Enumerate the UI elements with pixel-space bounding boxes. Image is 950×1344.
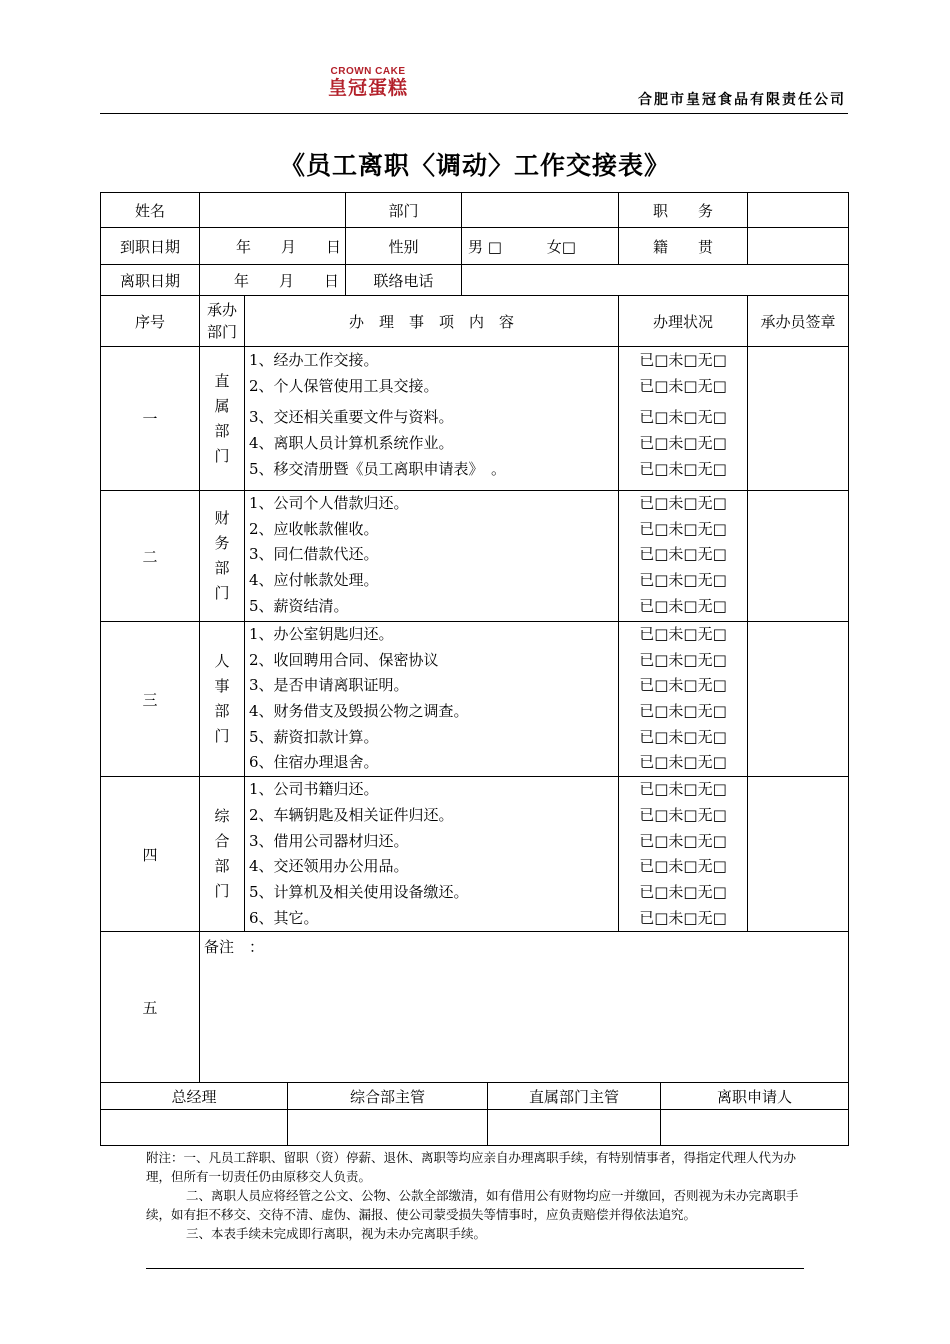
signature-header-row — [101, 1083, 849, 1110]
dept-char: 门 — [214, 727, 230, 746]
list-item: 5、薪资结清。 — [249, 596, 349, 615]
dept-char: 门 — [214, 584, 230, 602]
position-label: 职 务 — [619, 193, 748, 228]
status-options[interactable]: 已□未□无□ — [639, 494, 727, 512]
dept-char: 门 — [214, 882, 230, 901]
list-item: 1、办公室钥匙归还。 — [249, 625, 394, 643]
sign-supervisor-field[interactable] — [488, 1110, 661, 1146]
list-item: 4、应付帐款处理。 — [249, 571, 379, 590]
hire-date-field[interactable]: 年 月 日 — [200, 228, 346, 265]
list-item: 1、经办工作交接。 — [249, 351, 379, 369]
dept-char: 门 — [214, 446, 230, 465]
dept-char: 属 — [214, 396, 230, 415]
sign-applicant-field[interactable] — [661, 1110, 849, 1146]
list-item: 5、移交清册暨《员工离职申请表》 。 — [249, 459, 507, 478]
info-row-3 — [101, 265, 849, 296]
list-item: 5、薪资扣款计算。 — [249, 727, 379, 746]
section-dept — [200, 622, 245, 777]
gender-label: 性别 — [346, 228, 462, 265]
status-options[interactable]: 已□未□无□ — [639, 702, 727, 721]
sign-gm-label: 总经理 — [101, 1083, 288, 1110]
note-3: 三、本表手续未完成即行离职，视为未办完离职手续。 — [186, 1226, 487, 1241]
section-seq: 四 — [101, 777, 200, 932]
remark-label: 备注 ： — [204, 938, 265, 957]
phone-field[interactable] — [462, 265, 849, 296]
dept-char: 部 — [214, 421, 230, 440]
dept-char: 直 — [214, 371, 230, 390]
column-header-row — [101, 296, 849, 347]
name-label: 姓名 — [101, 193, 200, 228]
info-row-2 — [101, 228, 849, 265]
section-items — [245, 777, 619, 932]
section-dept — [200, 491, 245, 622]
section-status — [619, 491, 748, 622]
position-field[interactable] — [748, 193, 849, 228]
status-options[interactable]: 已□未□无□ — [639, 625, 727, 643]
status-options[interactable]: 已□未□无□ — [639, 351, 727, 369]
signature-field-row — [101, 1110, 849, 1146]
col-content: 办 理 事 项 内 容 — [245, 296, 619, 347]
note-2: 二、离职人员应将经管之公文、公物、公款全部缴清，如有借用公有财物均应一并缴回，否则视为未办完离职手续，如有拒不移交、交待不清、虚伪、漏报、使公司蒙受损失等情事时，应负责赔偿并得依法追究。 — [146, 1188, 799, 1222]
col-seq: 序号 — [101, 296, 200, 347]
leave-date-label: 离职日期 — [101, 265, 200, 296]
section-sign-field[interactable] — [748, 491, 849, 622]
gender-male-checkbox[interactable]: 男 □ — [468, 237, 502, 256]
handover-table — [100, 192, 849, 1083]
dept-char: 财 — [214, 509, 230, 527]
status-options[interactable]: 已□未□无□ — [639, 571, 727, 590]
sign-admin-label: 综合部主管 — [288, 1083, 488, 1110]
logo-english: CROWN CAKE — [330, 66, 406, 77]
remark-seq: 五 — [101, 932, 200, 1083]
list-item: 4、财务借支及毁损公物之调查。 — [249, 702, 469, 721]
section-seq: 一 — [101, 347, 200, 491]
list-item: 6、其它。 — [249, 908, 319, 927]
remark-field[interactable] — [200, 932, 849, 1083]
dept-char: 部 — [214, 559, 230, 577]
list-item: 3、借用公司器材归还。 — [249, 831, 409, 850]
section-sign-field[interactable] — [748, 347, 849, 491]
dept-char: 人 — [214, 652, 230, 671]
section-row-4 — [101, 777, 849, 932]
status-options[interactable]: 已□未□无□ — [639, 650, 727, 669]
status-options[interactable]: 已□未□无□ — [639, 519, 727, 538]
section-seq: 三 — [101, 622, 200, 777]
dept-char: 务 — [214, 534, 230, 552]
phone-label: 联络电话 — [346, 265, 462, 296]
sign-applicant-label: 离职申请人 — [661, 1083, 849, 1110]
leave-date-field[interactable]: 年 月 日 — [200, 265, 346, 296]
status-options[interactable]: 已□未□无□ — [639, 408, 727, 427]
list-item: 4、交还领用办公用品。 — [249, 857, 409, 876]
dept-char: 事 — [214, 677, 230, 696]
dept-label: 部门 — [346, 193, 462, 228]
status-options[interactable]: 已□未□无□ — [639, 831, 727, 850]
section-dept — [200, 347, 245, 491]
info-row-1 — [101, 193, 849, 228]
list-item: 3、交还相关重要文件与资料。 — [249, 408, 454, 427]
section-status — [619, 347, 748, 491]
status-options[interactable]: 已□未□无□ — [639, 780, 727, 799]
form-title: 《员工离职〈调动〉工作交接表》 — [279, 151, 670, 180]
dept-char: 部 — [214, 702, 230, 721]
dept-char: 部 — [214, 857, 230, 876]
company-logo — [318, 66, 418, 99]
dept-char: 合 — [214, 832, 230, 851]
hire-date-label: 到职日期 — [101, 228, 200, 265]
dept-field[interactable] — [462, 193, 619, 228]
status-options[interactable]: 已□未□无□ — [639, 676, 727, 695]
status-options[interactable]: 已□未□无□ — [639, 805, 727, 824]
section-sign-field[interactable] — [748, 622, 849, 777]
col-sign: 承办员签章 — [748, 296, 849, 347]
status-options[interactable]: 已□未□无□ — [639, 376, 727, 395]
col-status: 办理状况 — [619, 296, 748, 347]
list-item: 3、是否申请离职证明。 — [249, 676, 409, 695]
sign-gm-field[interactable] — [101, 1110, 288, 1146]
section-items — [245, 622, 619, 777]
list-item: 2、车辆钥匙及相关证件归还。 — [249, 805, 454, 824]
section-row-3 — [101, 622, 849, 777]
section-dept — [200, 777, 245, 932]
col-dept: 承办部门 — [200, 296, 245, 347]
sign-admin-field[interactable] — [288, 1110, 488, 1146]
list-item: 3、同仁借款代还。 — [249, 545, 379, 564]
list-item: 1、公司书籍归还。 — [249, 780, 379, 799]
remark-row — [101, 932, 849, 1083]
section-seq: 二 — [101, 491, 200, 622]
list-item: 1、公司个人借款归还。 — [249, 494, 409, 512]
list-item: 5、计算机及相关使用设备缴还。 — [249, 882, 469, 901]
sign-supervisor-label: 直属部门主管 — [488, 1083, 661, 1110]
gender-female-checkbox[interactable]: 女□ — [546, 237, 576, 256]
section-items — [245, 347, 619, 491]
status-options[interactable]: 已□未□无□ — [639, 753, 727, 772]
status-options[interactable]: 已□未□无□ — [639, 908, 727, 927]
status-options[interactable]: 已□未□无□ — [639, 882, 727, 901]
gender-field — [462, 228, 619, 265]
dept-char: 综 — [214, 807, 230, 826]
status-options[interactable]: 已□未□无□ — [639, 596, 727, 615]
list-item: 4、离职人员计算机系统作业。 — [249, 434, 454, 453]
footer-rule — [146, 1268, 804, 1269]
note-1: 附注：一、凡员工辞职、留职（资）停薪、退休、离职等均应亲自办理离职手续，有特别情事者，得指定代理人代为办理，但所有一切责任仍由原移交人负责。 — [146, 1150, 797, 1184]
native-field[interactable] — [748, 228, 849, 265]
status-options[interactable]: 已□未□无□ — [639, 727, 727, 746]
section-status — [619, 622, 748, 777]
signature-table — [100, 1082, 849, 1146]
section-items — [245, 491, 619, 622]
name-field[interactable] — [200, 193, 346, 228]
section-row-2 — [101, 491, 849, 622]
section-row-1 — [101, 347, 849, 491]
status-options[interactable]: 已□未□无□ — [639, 545, 727, 564]
status-options[interactable]: 已□未□无□ — [639, 857, 727, 876]
logo-chinese: 皇冠蛋糕 — [327, 77, 408, 99]
footnotes — [146, 1148, 814, 1243]
list-item: 2、个人保管使用工具交接。 — [249, 376, 439, 395]
list-item: 2、收回聘用合同、保密协议 — [249, 650, 439, 669]
section-sign-field[interactable] — [748, 777, 849, 932]
company-name: 合肥市皇冠食品有限责任公司 — [638, 92, 846, 108]
header-rule — [100, 113, 848, 114]
status-options[interactable]: 已□未□无□ — [639, 434, 727, 453]
list-item: 2、应收帐款催收。 — [249, 519, 379, 538]
section-status — [619, 777, 748, 932]
list-item: 6、住宿办理退舍。 — [249, 753, 379, 772]
native-label: 籍 贯 — [619, 228, 748, 265]
status-options[interactable]: 已□未□无□ — [639, 459, 727, 478]
